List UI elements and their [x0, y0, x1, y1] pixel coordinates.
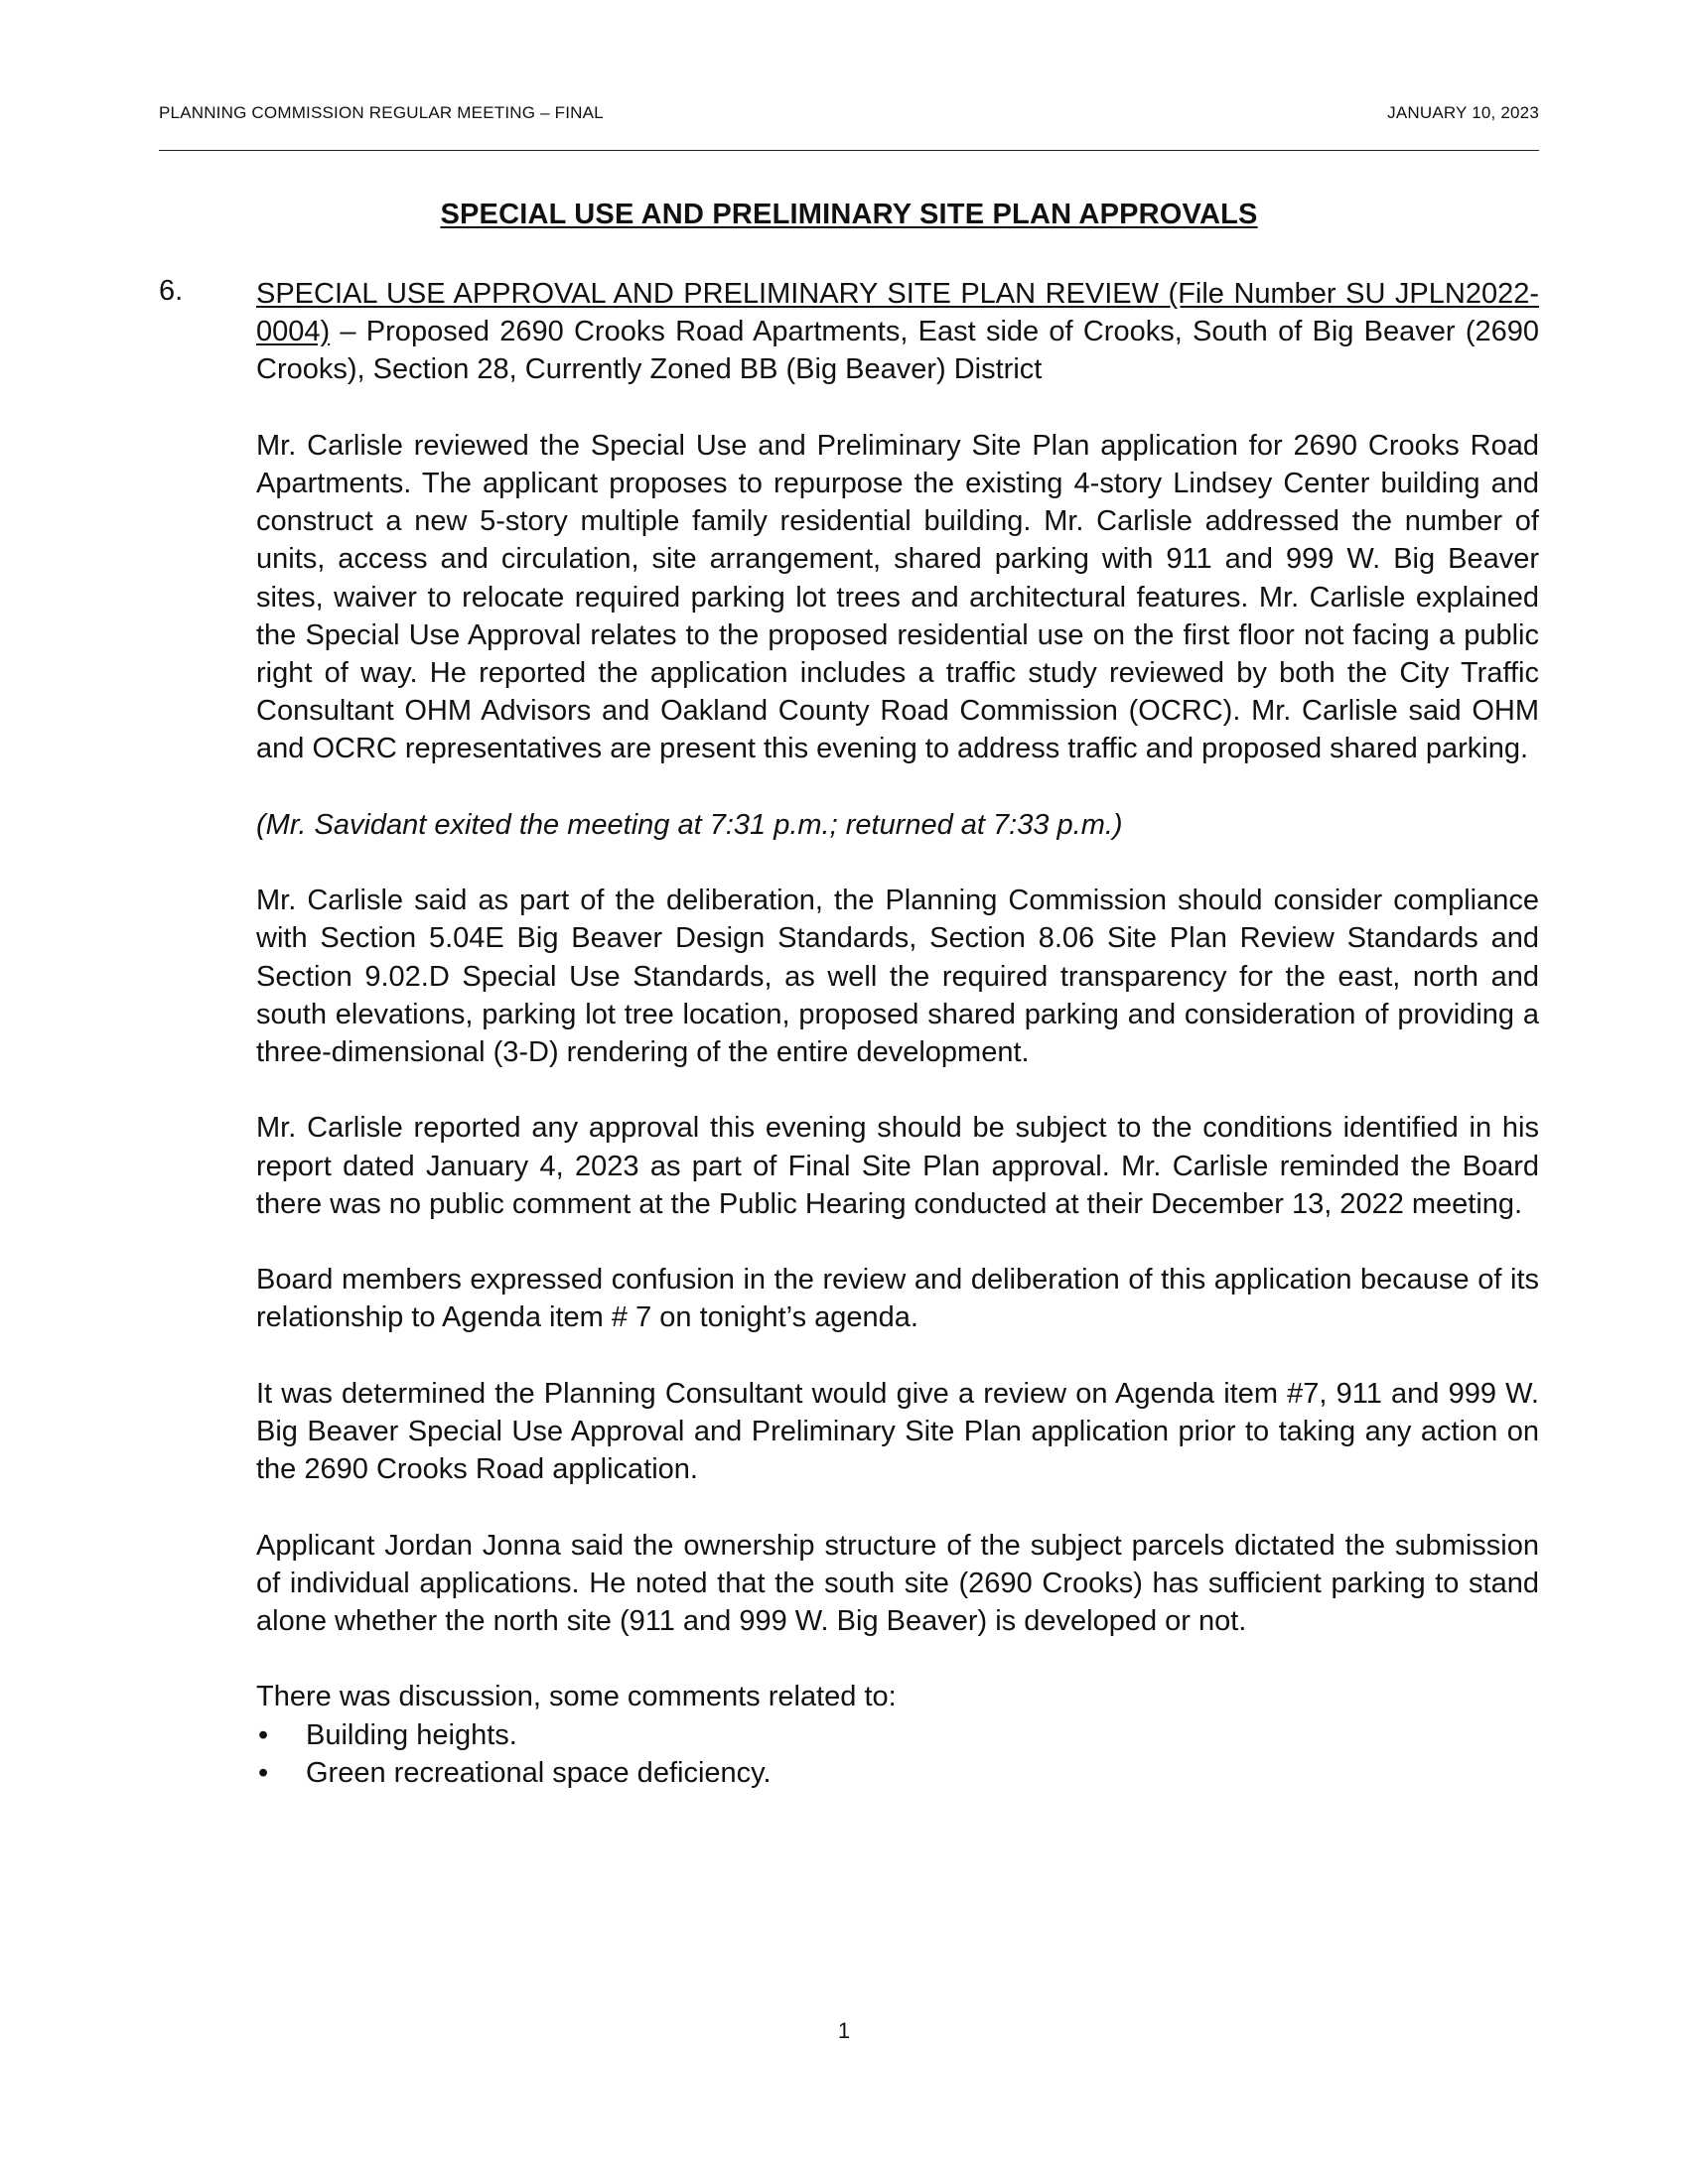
agenda-item-title-rest: – Proposed 2690 Crooks Road Apartments, East side of Crooks, South of Big Beaver (2690 Crooks), Section 28, Currently Zoned BB (Big Beaver) District [256, 316, 1539, 386]
header-divider [159, 150, 1539, 151]
list-item [256, 1754, 1539, 1792]
paragraph-review-summary: Mr. Carlisle reviewed the Special Use and Preliminary Site Plan application for 2690 Crooks Road Apartments. The applicant proposes to repurpose the existing 4-story Lindsey Center building and construct a new 5-story multiple family residential building. Mr. Carlisle addressed the number of units, access and circulation, site arrangement, shared parking with 911 and 999 W. Big Beaver sites, waiver to relocate required parking lot trees and architectural features. Mr. Carlisle explained the Special Use Approval relates to the proposed residential use on the first floor not facing a public right of way. He reported the application includes a traffic study reviewed by both the City Traffic Consultant OHM Advisors and Oakland County Road Commission (OCRC). Mr. Carlisle said OHM and OCRC representatives are present this evening to address traffic and proposed shared parking. [256, 429, 1539, 765]
agenda-item-content [256, 275, 1539, 1792]
list-item [256, 1716, 1539, 1754]
paragraph-board-confusion: Board members expressed confusion in the review and deliberation of this application because of its relationship to Agenda item # 7 on tonight’s agenda. [256, 1264, 1539, 1334]
agenda-item-title-underlined: SPECIAL USE APPROVAL AND PRELIMINARY SITE PLAN REVIEW (File Number SU JPLN2022-0004) [256, 278, 1539, 348]
agenda-item-number: 6. [159, 275, 184, 307]
paragraph-deliberation-standards: Mr. Carlisle said as part of the deliberation, the Planning Commission should consider compliance with Section 5.04E Big Beaver Design Standards, Section 8.06 Site Plan Review Standards and Section 9.02.D Special Use Standards, as well the required transparency for the east, north and south elevations, parking lot tree location, proposed shared parking and consideration of providing a three-dimensional (3-D) rendering of the entire development. [256, 885, 1539, 1069]
bullet-icon: • [258, 1756, 269, 1789]
paragraph-consultant-review: It was determined the Planning Consultant would give a review on Agenda item #7, 911 and 999 W. Big Beaver Special Use Approval and Preliminary Site Plan application prior to taking any action on the 2690 Crooks Road application. [256, 1377, 1539, 1486]
discussion-bullet-list [256, 1716, 1539, 1792]
paragraph-discussion-intro: There was discussion, some comments related to: [256, 1681, 897, 1713]
page-number: 1 [837, 2018, 851, 2043]
paragraph-applicant-statement: Applicant Jordan Jonna said the ownership structure of the subject parcels dictated the submission of individual applications. He noted that the south site (2690 Crooks) has sufficient parking to stand alone whether the north site (911 and 999 W. Big Beaver) is developed or not. [256, 1529, 1539, 1637]
header-meeting-date: JANUARY 10, 2023 [1387, 103, 1539, 122]
agenda-item-title [256, 275, 1539, 389]
list-item-text: Green recreational space deficiency. [306, 1756, 772, 1789]
header-meeting-title: PLANNING COMMISSION REGULAR MEETING – FINAL [159, 103, 604, 122]
running-header [159, 103, 1539, 125]
paragraph-approval-conditions: Mr. Carlisle reported any approval this evening should be subject to the conditions identified in his report dated January 4, 2023 as part of Final Site Plan approval. Mr. Carlisle reminded the Board there was no public comment at the Public Hearing conducted at their December 13, 2022 meeting. [256, 1112, 1539, 1220]
list-item-text: Building heights. [306, 1718, 517, 1751]
section-title: SPECIAL USE AND PRELIMINARY SITE PLAN APPROVALS [440, 199, 1258, 230]
bullet-icon: • [258, 1718, 269, 1751]
paragraph-attendance-note: (Mr. Savidant exited the meeting at 7:31 p.m.; returned at 7:33 p.m.) [256, 808, 1123, 841]
